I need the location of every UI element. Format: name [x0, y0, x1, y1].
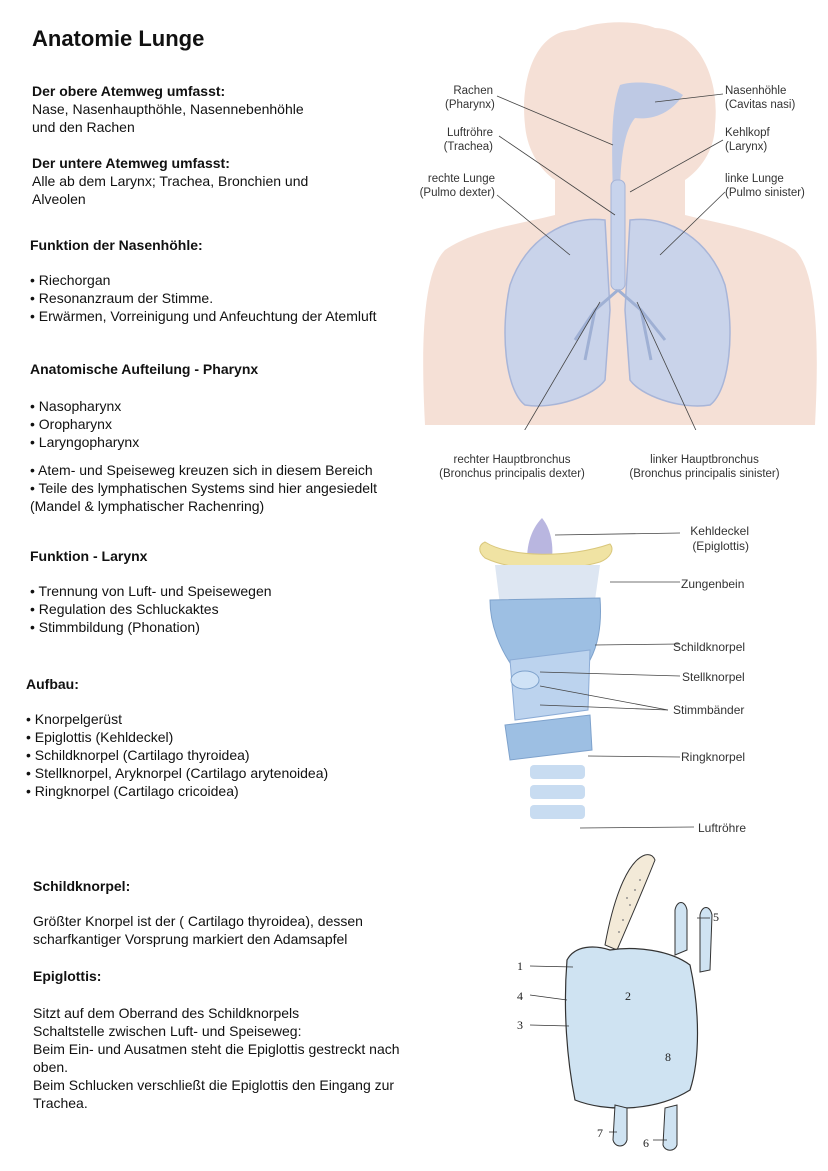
upper-airway-heading: Der obere Atemweg umfasst: [32, 83, 226, 99]
nasal-function-heading: Funktion der Nasenhöhle: [30, 237, 203, 253]
label-linke-lunge [725, 172, 805, 200]
pharynx-list [30, 397, 430, 451]
epiglottis-line: Beim Schlucken verschließt die Epiglottis den Eingang zur [33, 1077, 395, 1093]
label-rechte-lunge [410, 172, 495, 200]
cartilage-number: 5 [713, 910, 719, 924]
label-text: Kehlkopf [725, 127, 770, 139]
cartilage-number: 1 [517, 959, 523, 973]
label-text: linker Hauptbronchus [650, 454, 759, 466]
list-item: • Stellknorpel, Aryknorpel (Cartilago arytenoidea) [26, 764, 426, 782]
structure-heading: Aufbau: [26, 676, 79, 692]
lower-airway-section [32, 154, 422, 208]
larynx-function-heading: Funktion - Larynx [30, 548, 148, 564]
list-item: • Epiglottis (Kehldeckel) [26, 728, 426, 746]
thyroid-line: Größter Knorpel ist der ( Cartilago thyroidea), dessen [33, 913, 363, 929]
upper-airway-line: und den Rachen [32, 119, 135, 135]
pharynx-note: (Mandel & lymphatischer Rachenring) [30, 498, 265, 514]
label-rachen [445, 84, 493, 112]
thyroid-line: scharfkantiger Vorsprung markiert den Adamsapfel [33, 931, 348, 947]
label-text: Kehldeckel [690, 524, 749, 538]
list-item: • Regulation des Schluckaktes [30, 600, 430, 618]
label-text: (Trachea) [443, 141, 493, 153]
label-text: Rachen [453, 85, 493, 97]
label-text: (Bronchus principalis sinister) [629, 468, 780, 480]
respiratory-system-illustration [415, 10, 825, 430]
lower-airway-line: Alle ab dem Larynx; Trachea, Bronchien und [32, 173, 309, 189]
list-item: • Oropharynx [30, 415, 430, 433]
label-zungenbein: Zungenbein [681, 577, 745, 591]
list-item: • Atem- und Speiseweg kreuzen sich in diesem Bereich [30, 461, 430, 479]
list-item: • Ringknorpel (Cartilago cricoidea) [26, 782, 426, 800]
label-text: Nasenhöhle [725, 85, 787, 97]
cartilage-number: 4 [517, 989, 523, 1003]
thyroid-cartilage-illustration [505, 850, 755, 1160]
list-item: • Riechorgan [30, 271, 430, 289]
epiglottis-section [33, 967, 463, 1112]
list-item: • Trennung von Luft- und Speisewegen [30, 582, 430, 600]
epiglottis-line: oben. [33, 1059, 69, 1075]
label-stellknorpel: Stellknorpel [682, 670, 745, 684]
list-item: • Erwärmen, Vorreinigung und Anfeuchtung der Atemluft [30, 307, 430, 325]
label-linker-hauptbronchus [622, 453, 787, 481]
label-luftroehre [441, 126, 493, 154]
cartilage-number: 8 [665, 1050, 671, 1064]
epiglottis-line: Sitzt auf dem Oberrand des Schildknorpels [33, 1005, 300, 1021]
list-item: • Laryngopharynx [30, 433, 430, 451]
epiglottis-line: Schaltstelle zwischen Luft- und Speiseweg: [33, 1023, 302, 1039]
label-text: rechte Lunge [427, 173, 495, 185]
label-text: (Cavitas nasi) [725, 99, 796, 111]
label-ringknorpel: Ringknorpel [681, 750, 746, 764]
label-schildknorpel: Schildknorpel [673, 640, 746, 654]
label-text: (Epiglottis) [692, 539, 749, 553]
structure-section [26, 675, 426, 800]
epiglottis-line: Trachea. [33, 1095, 88, 1111]
structure-list [26, 710, 426, 800]
thyroid-heading: Schildknorpel: [33, 878, 131, 894]
pharynx-list-2 [30, 461, 430, 497]
label-stimmbaender: Stimmbänder [673, 703, 745, 717]
epiglottis-heading: Epiglottis: [33, 968, 102, 984]
label-kehldeckel [685, 524, 749, 554]
label-text: rechter Hauptbronchus [453, 454, 571, 466]
epiglottis-line: Beim Ein- und Ausatmen steht die Epiglottis gestreckt nach [33, 1041, 400, 1057]
label-text: linke Lunge [725, 173, 784, 185]
nasal-function-section [30, 236, 430, 325]
list-item: • Knorpelgerüst [26, 710, 426, 728]
pharynx-section [30, 360, 430, 515]
nasal-function-list [30, 271, 430, 325]
cartilage-number: 2 [625, 989, 631, 1003]
pharynx-heading: Anatomische Aufteilung - Pharynx [30, 361, 259, 377]
thyroid-section [33, 877, 453, 948]
list-item: • Stimmbildung (Phonation) [30, 618, 430, 636]
list-item: • Schildknorpel (Cartilago thyroidea) [26, 746, 426, 764]
label-text: Luftröhre [446, 127, 493, 139]
lower-airway-heading: Der untere Atemweg umfasst: [32, 155, 230, 171]
cartilage-number: 7 [597, 1126, 603, 1140]
larynx-function-section [30, 547, 430, 636]
label-text: (Pharynx) [445, 99, 495, 111]
label-text: (Bronchus principalis dexter) [439, 468, 585, 480]
label-kehlkopf [725, 126, 770, 154]
list-item: • Nasopharynx [30, 397, 430, 415]
upper-airway-section [32, 82, 422, 136]
upper-airway-line: Nase, Nasenhaupthöhle, Nasennebenhöhle [32, 101, 304, 117]
label-nasenhoehle [725, 84, 795, 112]
page-title: Anatomie Lunge [32, 26, 205, 51]
label-text: (Pulmo sinister) [725, 187, 805, 199]
label-text: (Pulmo dexter) [419, 187, 495, 199]
lower-airway-line: Alveolen [32, 191, 86, 207]
list-item: • Resonanzraum der Stimme. [30, 289, 430, 307]
cartilage-number: 3 [517, 1018, 523, 1032]
label-text: (Larynx) [725, 141, 768, 153]
label-luftroehre-2: Luftröhre [698, 821, 747, 835]
larynx-function-list [30, 582, 430, 636]
label-rechter-hauptbronchus [432, 453, 592, 481]
cartilage-number: 6 [643, 1136, 649, 1150]
list-item: • Teile des lymphatischen Systems sind hier angesiedelt [30, 479, 430, 497]
